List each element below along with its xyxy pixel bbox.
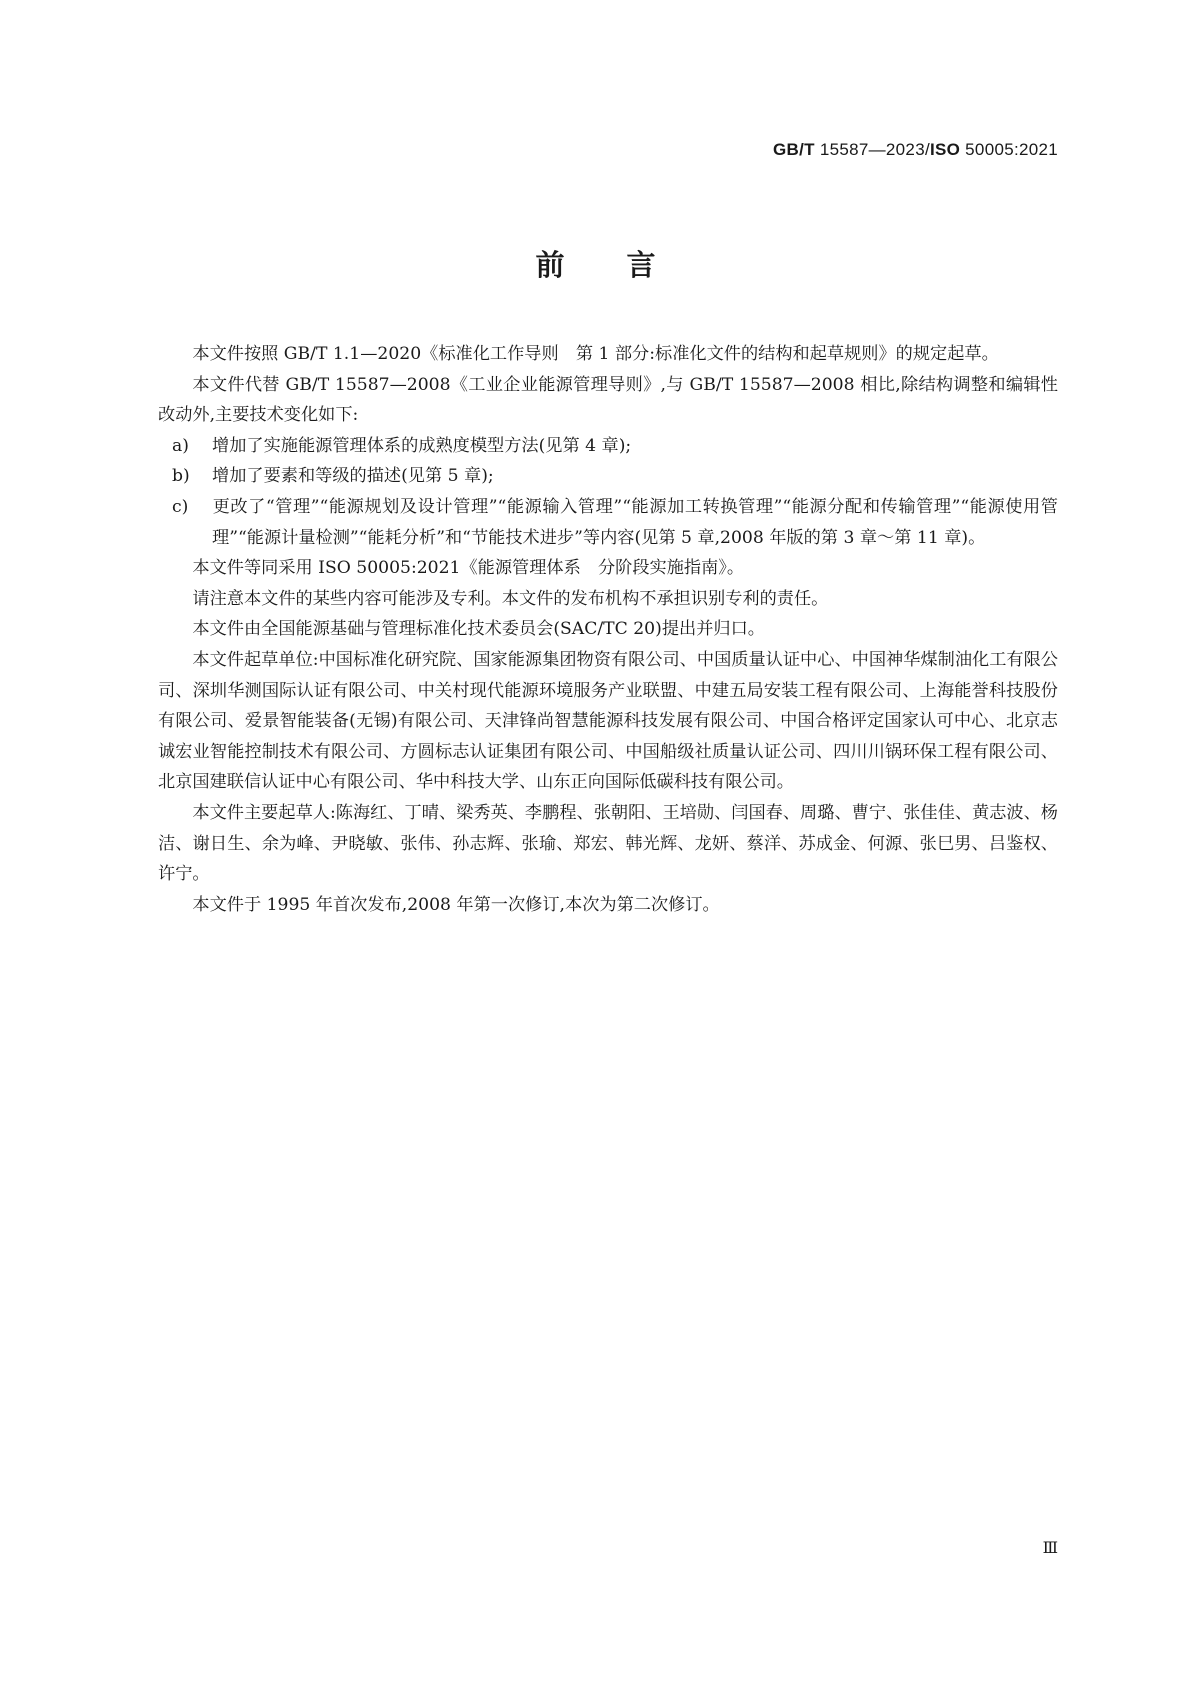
paragraph-drafting-units: 本文件起草单位:中国标准化研究院、国家能源集团物资有限公司、中国质量认证中心、中国神华煤制油化工有限公司、深圳华测国际认证有限公司、中关村现代能源环境服务产业联盟、中建五局安装工程有限公司、上海能誉科技股份有限公司、爱景智能装备(无锡)有限公司、天津锋尚智慧能源科技发展有限公司、中国合格评定国家认可中心、北京志诚宏业智能控制技术有限公司、方圆标志认证集团有限公司、中国船级社质量认证公司、四川川锅环保工程有限公司、北京国建联信认证中心有限公司、华中科技大学、山东正向国际低碳科技有限公司。 xyxy=(158,649,1058,793)
document-code xyxy=(773,140,1058,160)
list-item-mark: b) xyxy=(172,466,190,487)
list-item xyxy=(158,492,1058,553)
list-item-text: 更改了“管理”“能源规划及设计管理”“能源输入管理”“能源加工转换管理”“能源分配和传输管理”“能源使用管理”“能源计量检测”“能耗分析”和“节能技术进步”等内容(见第 5 章,2008 年版的第 3 章～第 11 章)。 xyxy=(212,496,1058,548)
document-code-prefix: GB/T xyxy=(773,140,815,159)
paragraph-history: 本文件于 1995 年首次发布,2008 年第一次修订,本次为第二次修订。 xyxy=(192,894,720,915)
paragraph-drafters: 本文件主要起草人:陈海红、丁晴、梁秀英、李鹏程、张朝阳、王培勋、闫国春、周璐、曹宁、张佳佳、黄志波、杨洁、谢日生、余为峰、尹晓敏、张伟、孙志辉、张瑜、郑宏、韩光辉、龙妍、蔡洋、苏成金、何源、张巳男、吕鉴权、许宁。 xyxy=(158,802,1058,885)
list-item-text: 增加了要素和等级的描述(见第 5 章); xyxy=(212,466,494,487)
document-code-iso: ISO xyxy=(929,140,961,159)
foreword-body xyxy=(158,339,1058,920)
document-code-suffix: 50005:2021 xyxy=(960,140,1058,159)
list-item-mark: a) xyxy=(172,435,189,456)
paragraph-drafting-rules: 本文件按照 GB/T 1.1—2020《标准化工作导则 第 1 部分:标准化文件的结构和起草规则》的规定起草。 xyxy=(192,344,999,364)
list-item-mark: c) xyxy=(172,496,189,517)
paragraph-proposer: 本文件由全国能源基础与管理标准化技术委员会(SAC/TC 20)提出并归口。 xyxy=(192,619,765,640)
page-number: Ⅲ xyxy=(1042,1540,1058,1557)
list-item xyxy=(158,431,1058,462)
list-item xyxy=(158,461,1058,492)
paragraph-patent-notice: 请注意本文件的某些内容可能涉及专利。本文件的发布机构不承担识别专利的责任。 xyxy=(192,588,829,609)
paragraph-adoption: 本文件等同采用 ISO 50005:2021《能源管理体系 分阶段实施指南》。 xyxy=(192,558,745,579)
document-code-body: 15587—2023/ xyxy=(814,140,930,159)
paragraph-replacement: 本文件代替 GB/T 15587—2008《工业企业能源管理导则》,与 GB/T 15587—2008 相比,除结构调整和编辑性改动外,主要技术变化如下: xyxy=(158,374,1058,426)
page-title: 前言 xyxy=(535,248,718,282)
list-item-text: 增加了实施能源管理体系的成熟度模型方法(见第 4 章); xyxy=(212,435,632,456)
